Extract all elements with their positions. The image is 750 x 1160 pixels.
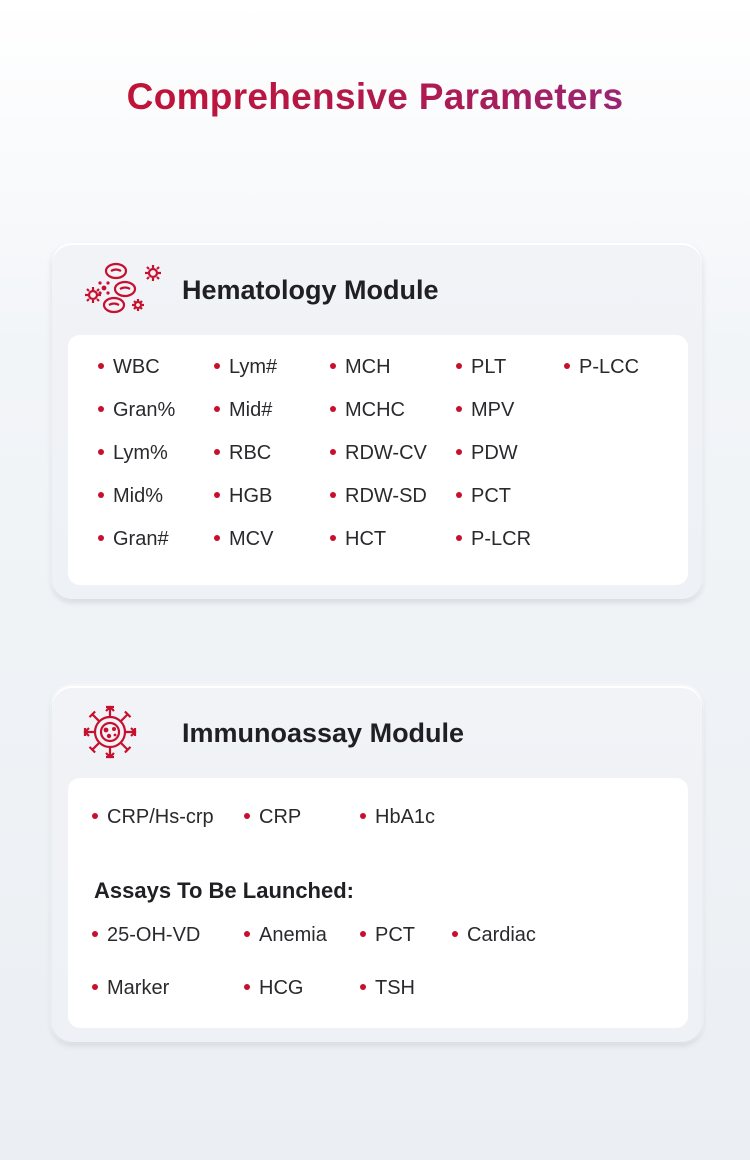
immunoassay-title: Immunoassay Module <box>182 718 465 748</box>
hematology-header <box>52 243 702 335</box>
bullet-dot <box>456 449 462 455</box>
immunoassay-card <box>52 686 702 1042</box>
parameter-label: HCT <box>345 528 387 550</box>
parameter-label: MCHC <box>345 399 405 421</box>
immunoassay-parameter-list <box>68 778 688 1028</box>
upcoming-assay <box>244 924 327 947</box>
blood-cells-icon <box>82 261 164 317</box>
parameter-label: CRP <box>259 806 302 828</box>
hematology-parameter <box>456 356 506 379</box>
bullet-dot <box>92 931 98 937</box>
hematology-parameter <box>98 442 168 465</box>
hematology-parameter <box>98 485 163 508</box>
bullet-dot <box>98 449 104 455</box>
hematology-parameter <box>330 399 405 422</box>
parameter-label: Cardiac <box>467 924 536 946</box>
hematology-parameter <box>330 442 427 465</box>
page-title: Comprehensive Parameters <box>0 76 750 118</box>
bullet-dot <box>98 535 104 541</box>
bullet-dot <box>452 931 458 937</box>
bullet-dot <box>244 931 250 937</box>
bullet-dot <box>456 535 462 541</box>
bullet-dot <box>214 535 220 541</box>
parameter-label: MCH <box>345 356 391 378</box>
parameter-label: MCV <box>229 528 274 550</box>
hematology-parameter <box>214 528 273 551</box>
parameter-label: PLT <box>471 356 507 378</box>
parameter-label: CRP/Hs-crp <box>107 806 214 828</box>
bullet-dot <box>214 449 220 455</box>
immunoassay-parameter <box>360 806 435 829</box>
hematology-parameter-list <box>68 335 688 585</box>
upcoming-assay <box>360 924 415 947</box>
bullet-dot <box>330 406 336 412</box>
bullet-dot <box>98 406 104 412</box>
parameter-label: HGB <box>229 485 273 507</box>
hematology-parameter <box>214 485 272 508</box>
hematology-parameter <box>330 485 427 508</box>
bullet-dot <box>244 813 250 819</box>
bullet-dot <box>214 492 220 498</box>
hematology-parameter <box>456 485 511 508</box>
hematology-title: Hematology Module <box>182 275 439 305</box>
upcoming-assay <box>92 977 169 1000</box>
parameter-label: RDW-SD <box>345 485 427 507</box>
parameter-label: MPV <box>471 399 515 421</box>
parameter-label: Gran# <box>113 528 169 550</box>
parameter-label: RDW-CV <box>345 442 427 464</box>
hematology-parameter <box>214 442 271 465</box>
parameter-label: Mid% <box>113 485 164 507</box>
parameter-label: RBC <box>229 442 272 464</box>
parameter-label: Anemia <box>259 924 327 946</box>
bullet-dot <box>98 492 104 498</box>
parameter-label: TSH <box>375 977 415 999</box>
hematology-parameter <box>330 356 391 379</box>
bullet-dot <box>456 406 462 412</box>
hematology-parameter <box>214 356 277 379</box>
bullet-dot <box>360 984 366 990</box>
parameter-label: 25-OH-VD <box>107 924 201 946</box>
parameter-label: P-LCR <box>471 528 532 550</box>
parameter-label: Mid# <box>229 399 273 421</box>
bullet-dot <box>330 363 336 369</box>
bullet-dot <box>244 984 250 990</box>
bullet-dot <box>360 813 366 819</box>
bullet-dot <box>214 363 220 369</box>
hematology-parameter <box>564 356 639 379</box>
bullet-dot <box>456 492 462 498</box>
upcoming-assay <box>92 924 200 947</box>
parameter-label: WBC <box>113 356 160 378</box>
parameter-label: HCG <box>259 977 304 999</box>
bullet-dot <box>330 535 336 541</box>
parameter-label: Lym% <box>113 442 168 464</box>
upcoming-assay <box>244 977 303 1000</box>
hematology-parameter <box>98 356 160 379</box>
hematology-card <box>52 243 702 599</box>
hematology-parameter <box>98 399 175 422</box>
hematology-parameter <box>456 528 531 551</box>
parameter-label: HbA1c <box>375 806 436 828</box>
immunoassay-header <box>52 686 702 778</box>
hematology-parameter <box>330 528 386 551</box>
parameter-label: PDW <box>471 442 518 464</box>
parameter-label: Marker <box>107 977 170 999</box>
hematology-parameter <box>98 528 169 551</box>
hematology-parameter <box>456 399 514 422</box>
upcoming-assay <box>452 924 536 947</box>
assays-to-be-launched-heading: Assays To Be Launched: <box>94 878 354 903</box>
parameter-label: PCT <box>471 485 511 507</box>
bullet-dot <box>98 363 104 369</box>
bullet-dot <box>92 813 98 819</box>
immunoassay-parameter <box>244 806 301 829</box>
bullet-dot <box>214 406 220 412</box>
immunoassay-parameter <box>92 806 214 829</box>
bullet-dot <box>564 363 570 369</box>
bullet-dot <box>330 449 336 455</box>
parameter-label: PCT <box>375 924 415 946</box>
bullet-dot <box>360 931 366 937</box>
parameter-label: P-LCC <box>579 356 640 378</box>
hematology-parameter <box>456 442 518 465</box>
bullet-dot <box>92 984 98 990</box>
parameter-label: Gran% <box>113 399 176 421</box>
hematology-parameter <box>214 399 272 422</box>
virus-icon <box>82 704 164 760</box>
parameter-label: Lym# <box>229 356 278 378</box>
upcoming-assay <box>360 977 415 1000</box>
bullet-dot <box>330 492 336 498</box>
bullet-dot <box>456 363 462 369</box>
